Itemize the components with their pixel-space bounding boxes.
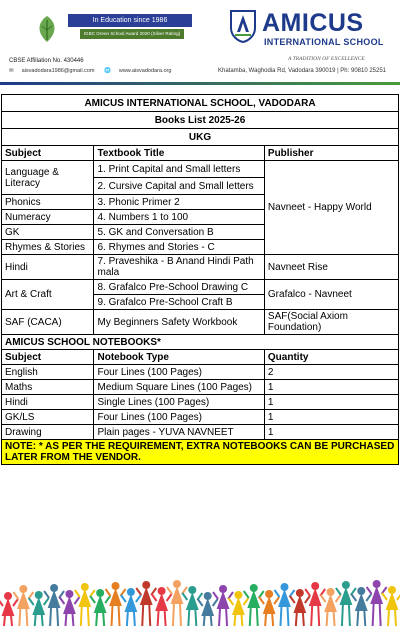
brand-subtitle: INTERNATIONAL SCHOOL	[264, 37, 384, 47]
child-figure	[136, 581, 156, 626]
child-figure	[228, 591, 248, 626]
email-text[interactable]: aisvadodara1986@gmail.com	[21, 68, 95, 74]
subject-cell: Phonics	[2, 195, 94, 210]
child-figure	[90, 589, 110, 626]
child-figure	[259, 590, 279, 626]
website-text[interactable]: www.aisvadodara.org	[118, 68, 172, 74]
title-cell: 1. Print Capital and Small letters	[94, 161, 264, 178]
child-figure	[167, 580, 187, 626]
header-nb-type: Notebook Type	[94, 350, 264, 365]
notebooks-title: AMICUS SCHOOL NOTEBOOKS*	[2, 335, 399, 350]
table-row	[2, 310, 399, 335]
table-row	[2, 410, 399, 425]
header-subject: Subject	[2, 146, 94, 161]
header-divider	[0, 82, 400, 85]
child-figure	[213, 585, 233, 626]
brand-name: AMICUS	[262, 9, 364, 37]
child-figure	[290, 589, 310, 626]
nb-subject-cell: Hindi	[2, 395, 94, 410]
subject-cell: SAF (CACA)	[2, 310, 94, 335]
contact-row	[9, 68, 179, 74]
subject-cell: GK	[2, 225, 94, 240]
nb-qty-cell: 1	[264, 380, 398, 395]
title-cell: 3. Phonic Primer 2	[94, 195, 264, 210]
web-icon: 🌐	[104, 68, 111, 74]
child-figure	[75, 583, 95, 626]
school-address: Khatamba, Waghodia Rd, Vadodara 390019 | Ph: 90810 25251	[218, 68, 387, 74]
table-row	[2, 161, 399, 178]
title-cell: 9. Grafalco Pre-School Craft B	[94, 295, 264, 310]
banner-since: In Education since 1986	[68, 14, 192, 27]
publisher-cell: Navneet - Happy World	[264, 161, 398, 255]
table-row	[2, 425, 399, 440]
email-icon: ✉	[9, 68, 14, 74]
child-figure	[305, 582, 325, 626]
child-figure	[13, 585, 33, 626]
child-figure	[152, 587, 172, 626]
child-figure	[244, 584, 264, 626]
brand-tagline: A TRADITION OF EXCELLENCE	[288, 56, 365, 62]
child-figure	[382, 586, 400, 626]
nb-subject-cell: Drawing	[2, 425, 94, 440]
title-cell: 2. Cursive Capital and Small letters	[94, 178, 264, 195]
child-figure	[29, 591, 49, 626]
table-row	[2, 365, 399, 380]
subject-cell: Rhymes & Stories	[2, 240, 94, 255]
child-figure	[367, 580, 387, 626]
child-figure	[321, 588, 341, 626]
child-figure	[106, 582, 126, 626]
school-crest-icon	[228, 8, 258, 44]
letterhead	[0, 0, 400, 84]
nb-subject-cell: GK/LS	[2, 410, 94, 425]
title-cell: 4. Numbers 1 to 100	[94, 210, 264, 225]
school-title: AMICUS INTERNATIONAL SCHOOL, VADODARA	[2, 95, 399, 112]
nb-qty-cell: 2	[264, 365, 398, 380]
table-row	[2, 255, 399, 280]
publisher-cell: SAF(Social Axiom Foundation)	[264, 310, 398, 335]
nb-type-cell: Four Lines (100 Pages)	[94, 410, 264, 425]
nb-qty-cell: 1	[264, 395, 398, 410]
nb-type-cell: Medium Square Lines (100 Pages)	[94, 380, 264, 395]
publisher-cell: Navneet Rise	[264, 255, 398, 280]
child-figure	[336, 581, 356, 626]
header-nb-qty: Quantity	[264, 350, 398, 365]
nb-subject-cell: Maths	[2, 380, 94, 395]
subject-cell: Numeracy	[2, 210, 94, 225]
nb-qty-cell: 1	[264, 410, 398, 425]
header-textbook: Textbook Title	[94, 146, 264, 161]
title-cell: 7. Praveshika - B Anand Hindi Path mala	[94, 255, 264, 280]
publisher-cell: Grafalco - Navneet	[264, 280, 398, 310]
child-figure	[351, 587, 371, 626]
table-row	[2, 280, 399, 295]
header-publisher: Publisher	[264, 146, 398, 161]
title-cell: 8. Grafalco Pre-School Drawing C	[94, 280, 264, 295]
child-figure	[198, 592, 218, 626]
child-figure	[274, 583, 294, 626]
title-cell: My Beginners Safety Workbook	[94, 310, 264, 335]
nb-type-cell: Single Lines (100 Pages)	[94, 395, 264, 410]
child-figure	[0, 592, 18, 626]
leaf-logo-icon	[34, 14, 60, 44]
list-title: Books List 2025-26	[2, 112, 399, 129]
nb-subject-cell: English	[2, 365, 94, 380]
nb-type-cell: Plain pages - YUVA NAVNEET	[94, 425, 264, 440]
title-cell: 5. GK and Conversation B	[94, 225, 264, 240]
child-figure	[121, 588, 141, 626]
subject-cell: Language & Literacy	[2, 161, 94, 195]
grade-title: UKG	[2, 129, 399, 146]
cbse-affiliation: CBSE Affiliation No. 430446	[9, 58, 84, 64]
nb-qty-cell: 1	[264, 425, 398, 440]
table-row	[2, 395, 399, 410]
nb-type-cell: Four Lines (100 Pages)	[94, 365, 264, 380]
table-row	[2, 380, 399, 395]
children-silhouettes-icon	[0, 560, 400, 630]
title-cell: 6. Rhymes and Stories - C	[94, 240, 264, 255]
header-nb-subject: Subject	[2, 350, 94, 365]
banner-award: IGBC Green School Award 2020 (Silver Rating)	[80, 29, 184, 39]
child-figure	[59, 590, 79, 626]
subject-cell: Hindi	[2, 255, 94, 280]
subject-cell: Art & Craft	[2, 280, 94, 310]
child-figure	[44, 584, 64, 626]
child-figure	[182, 586, 202, 626]
book-list-table	[1, 94, 399, 465]
note-row: NOTE: * AS PER THE REQUIREMENT, EXTRA NOTEBOOKS CAN BE PURCHASED LATER FROM THE VENDOR.	[2, 440, 399, 465]
